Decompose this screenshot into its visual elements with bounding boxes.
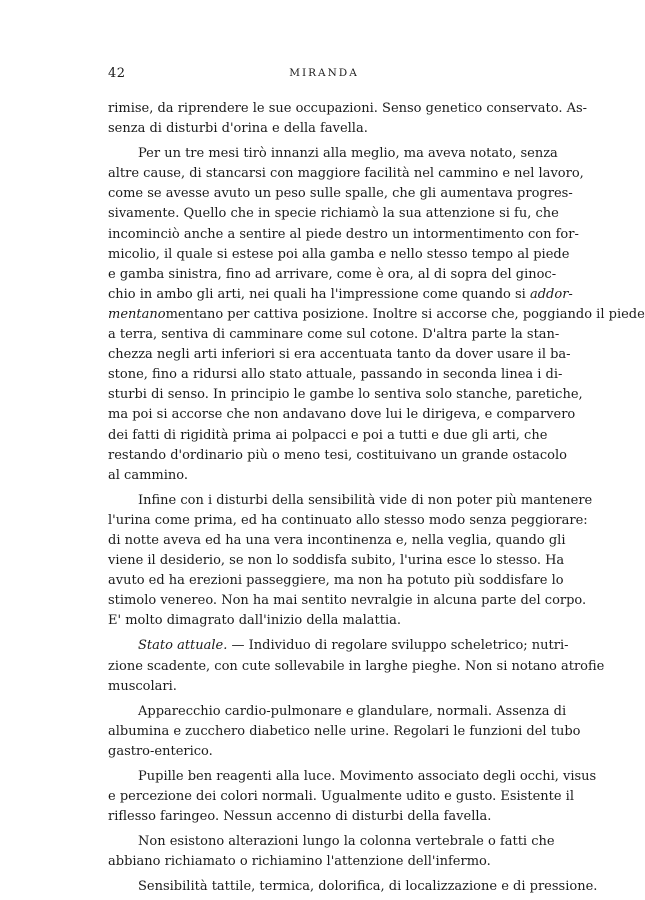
text-line: come se avesse avuto un peso sulle spalle, che gli aumentava progres- (108, 186, 573, 202)
text-line: Per un tre mesi tirò innanzi alla meglio, ma aveva notato, senza (138, 146, 558, 162)
text-line: Non esistono alterazioni lungo la colonna vertebrale o fatti che (138, 834, 555, 850)
text-line: avuto ed ha erezioni passeggiere, ma non ha potuto più soddisfare lo (108, 573, 564, 589)
text-line: e gamba sinistra, fino ad arrivare, come è ora, al di sopra del ginoc- (108, 266, 557, 282)
text-line: senza di disturbi d'orina e della favella. (108, 121, 368, 137)
text-run: — Individuo di regolare sviluppo scheletrico; nutri- (227, 638, 569, 654)
text-line: al cammino. (108, 467, 188, 483)
text-line: Sensibilità tattile, termica, dolorifica, di localizzazione e di pressione. (138, 879, 598, 895)
text-line: restando d'ordinario più o meno tesi, costituivano un grande ostacolo (108, 447, 567, 463)
text-line: Pupille ben reagenti alla luce. Movimento associato degli occhi, visus (138, 769, 597, 784)
text-line: muscolari. (108, 678, 177, 694)
text-line: l'urina come prima, ed ha continuato allo stesso modo senza peggiorare: (108, 512, 588, 528)
text-line: rimise, da riprendere le sue occupazioni. Senso genetico conservato. As- (108, 101, 588, 116)
running-title: MIRANDA (289, 67, 359, 79)
body-text (108, 99, 645, 898)
text-line: riflesso faringeo. Nessun accenno di disturbi della favella. (108, 809, 492, 825)
text-line: dei fatti di rigidità prima ai polpacci e poi a tutti e due gli arti, che (108, 427, 548, 443)
italic-word: mentano (108, 306, 166, 322)
text-line: zione scadente, con cute sollevabile in larghe pieghe. Non si notano atrofie (108, 658, 605, 674)
text-line: a terra, sentiva di camminare come sul cotone. D'altra parte la stan- (108, 327, 560, 343)
text-line: albumina e zucchero diabetico nelle urine. Regolari le funzioni del tubo (108, 723, 581, 739)
text-line: Infine con i disturbi della sensibilità vide di non poter più mantenere (138, 492, 593, 508)
italic-word: addor- (529, 286, 573, 302)
text-line: E' molto dimagrato dall'inizio della malattia. (108, 613, 402, 629)
text-line: sturbi di senso. In principio le gambe lo sentiva solo stanche, paretiche, (108, 387, 583, 403)
text-run: mentano per cattiva posizione. Inoltre si accorse che, poggiando il piede (165, 306, 645, 322)
text-line (108, 305, 645, 325)
text-line: altre cause, di stancarsi con maggiore facilità nel cammino e nel lavoro, (108, 166, 584, 182)
text-line: e percezione dei colori normali. Ugualmente udito e gusto. Esistente il (108, 789, 574, 805)
text-line: micolio, il quale si estese poi alla gamba e nello stesso tempo al piede (108, 246, 570, 262)
text-line (108, 285, 573, 305)
text-line (108, 636, 569, 656)
text-line: ma poi si accorse che non andavano dove lui le dirigeva, e comparvero (108, 407, 576, 423)
text-line: abbiano richiamato o richiamino l'attenzione dell'infermo. (108, 854, 491, 870)
text-line: chezza negli arti inferiori si era accentuata tanto da dover usare il ba- (108, 347, 571, 363)
text-line: viene il desiderio, se non lo soddisfa subito, l'urina esce lo stesso. Ha (108, 553, 565, 569)
text-line: gastro-enterico. (108, 743, 213, 759)
text-line: Apparecchio cardio-pulmonare e glandulare, normali. Assenza di (138, 703, 567, 719)
page-header (108, 66, 540, 86)
text-line: stone, fino a ridursi allo stato attuale, passando in seconda linea i di- (108, 367, 563, 383)
text-run: chio in ambo gli arti, nei quali ha l'impressione come quando si (108, 286, 530, 302)
section-lead: Stato attuale. (138, 638, 228, 654)
text-line: incominciò anche a sentire al piede destro un intormentimento con for- (108, 226, 579, 242)
text-line: stimolo venereo. Non ha mai sentito nevralgie in alcuna parte del corpo. (108, 593, 587, 609)
text-line: sivamente. Quello che in specie richiamò la sua attenzione si fu, che (108, 206, 559, 222)
text-line: di notte aveva ed ha una vera incontinenza e, nella veglia, quando gli (108, 532, 566, 548)
page-number: 42 (108, 66, 126, 81)
